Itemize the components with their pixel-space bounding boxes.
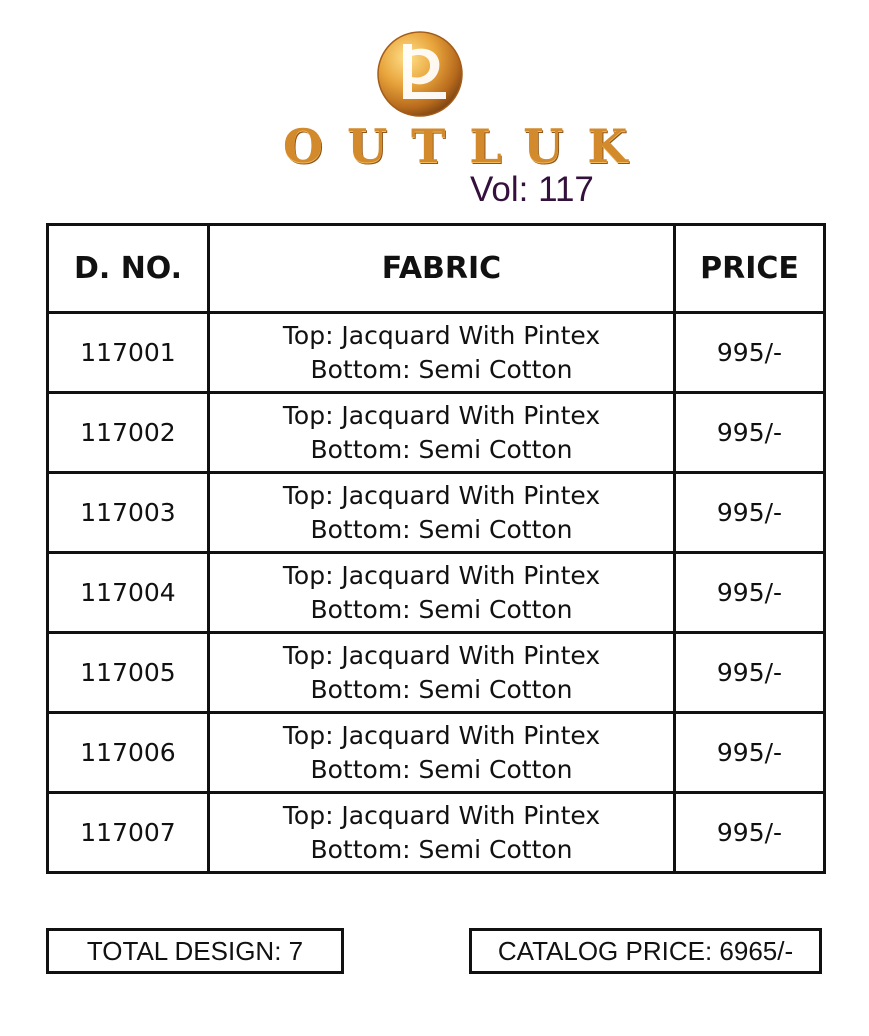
top-fabric-text: Top: Jacquard With Pintex — [282, 400, 601, 430]
bottom-fabric-text: Bottom: Semi Cotton — [310, 594, 573, 624]
top-fabric-text: Top: Jacquard With Pintex — [282, 320, 601, 350]
table-row — [48, 553, 825, 633]
top-fabric-text: Top: Jacquard With Pintex — [282, 560, 601, 590]
fabric-cell — [209, 313, 675, 393]
design-number-cell: 117005 — [48, 633, 209, 713]
design-number-cell: 117001 — [48, 313, 209, 393]
fabric-cell — [209, 393, 675, 473]
design-number-cell: 117007 — [48, 793, 209, 873]
table-header-row — [48, 225, 825, 313]
fabric-cell — [209, 793, 675, 873]
header-design-number: D. NO. — [48, 225, 209, 313]
fabric-cell — [209, 633, 675, 713]
design-number-cell: 117002 — [48, 393, 209, 473]
bottom-fabric-text: Bottom: Semi Cotton — [310, 674, 573, 704]
total-design-box: TOTAL DESIGN: 7 — [46, 928, 344, 974]
table-row — [48, 633, 825, 713]
top-fabric-text: Top: Jacquard With Pintex — [282, 640, 601, 670]
price-cell: 995/- — [675, 793, 825, 873]
fabric-cell — [209, 473, 675, 553]
header-price: PRICE — [675, 225, 825, 313]
price-cell: 995/- — [675, 473, 825, 553]
bottom-fabric-text: Bottom: Semi Cotton — [310, 754, 573, 784]
catalog-table — [46, 223, 826, 874]
design-number-cell: 117003 — [48, 473, 209, 553]
price-cell: 995/- — [675, 553, 825, 633]
header-fabric: FABRIC — [209, 225, 675, 313]
bottom-fabric-text: Bottom: Semi Cotton — [310, 514, 573, 544]
price-cell: 995/- — [675, 393, 825, 473]
fabric-cell — [209, 553, 675, 633]
top-fabric-text: Top: Jacquard With Pintex — [282, 720, 601, 750]
table-row — [48, 713, 825, 793]
table-row — [48, 793, 825, 873]
volume-label: Vol: 117 — [470, 170, 594, 209]
brand-title: OUTLUK — [283, 119, 652, 173]
price-cell: 995/- — [675, 713, 825, 793]
catalog-price-box: CATALOG PRICE: 6965/- — [469, 928, 822, 974]
table-row — [48, 313, 825, 393]
outluk-logo-icon — [372, 26, 464, 118]
table-row — [48, 393, 825, 473]
design-number-cell: 117004 — [48, 553, 209, 633]
top-fabric-text: Top: Jacquard With Pintex — [282, 480, 601, 510]
price-cell: 995/- — [675, 633, 825, 713]
top-fabric-text: Top: Jacquard With Pintex — [282, 800, 601, 830]
bottom-fabric-text: Bottom: Semi Cotton — [310, 834, 573, 864]
design-number-cell: 117006 — [48, 713, 209, 793]
bottom-fabric-text: Bottom: Semi Cotton — [310, 354, 573, 384]
fabric-cell — [209, 713, 675, 793]
price-cell: 995/- — [675, 313, 825, 393]
bottom-fabric-text: Bottom: Semi Cotton — [310, 434, 573, 464]
table-row — [48, 473, 825, 553]
